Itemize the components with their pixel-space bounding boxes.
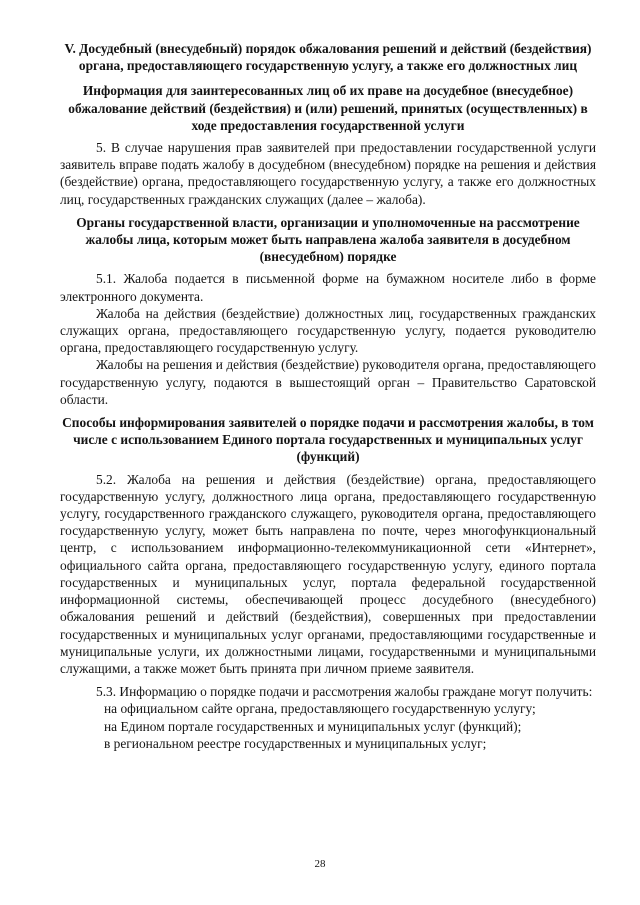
section-title: V. Досудебный (внесудебный) порядок обжалования решений и действий (бездействия) органа, предоставляющего государственную услугу, а также его должностных лиц [64, 41, 592, 74]
paragraph-5-1-c: Жалобы на решения и действия (бездействие) руководителя органа, предоставляющего государственную услугу, подаются в вышестоящий орган – Правительство Саратовской области. [60, 357, 596, 407]
paragraph-5-1-b: Жалоба на действия (бездействие) должностных лиц, государственных гражданских служащих органа, предоставляющего государственную услугу, подается руководителю органа, предоставляющего государственную услугу. [60, 305, 596, 356]
subtitle-info: Информация для заинтересованных лиц об их праве на досудебное (внесудебное) обжалование действий (бездействия) и (или) решений, принятых (осуществленных) в ходе предоставления государственной услуги [68, 83, 588, 133]
list-item: на Едином портале государственных и муниципальных услуг (функций); [104, 718, 522, 734]
paragraph-5-2: 5.2. Жалоба на решения и действия (бездействие) органа, предоставляющего государственную услугу, должностного лица органа, предоставляющего государственную услугу, государственного гражданского служащего, руководителя органа, предоставляющего государственную услугу, может быть направлена по почте, через многофункциональный центр, с использованием информационно-телекоммуникационной сети «Интернет», официального сайта органа, предоставляющего государственную услугу, единого портала государственных и муниципальных услуг, портала федеральной государственной информационной системы, обеспечивающей процесс досудебного (внесудебного) обжалования решений и действий (бездействия), совершенных при предоставлении государственных и муниципальных услуг органами, предоставляющими государственные и муниципальные услуги, их должностными лицами, государственными и муниципальными служащими, а также может быть принята при личном приеме заявителя. [60, 471, 596, 676]
subtitle-organs: Органы государственной власти, организации и уполномоченные на рассмотрение жалобы лица, которым может быть направлена жалоба заявителя в досудебном (внесудебном) порядке [76, 214, 580, 265]
list-item: в региональном реестре государственных и муниципальных услуг; [104, 735, 487, 751]
list-item: на официальном сайте органа, предоставляющего государственную услугу; [104, 701, 536, 717]
page-number: 28 [314, 858, 326, 870]
subtitle-ways: Способы информирования заявителей о порядке подачи и рассмотрения жалобы, в том числе с использованием Единого портала государственных и муниципальных услуг (функций) [62, 415, 594, 465]
document-page [60, 40, 596, 752]
paragraph-5-3: 5.3. Информацию о порядке подачи и рассмотрения жалобы граждане могут получить: [96, 684, 593, 700]
paragraph-5: 5. В случае нарушения прав заявителей при предоставлении государственной услуги заявитель вправе подать жалобу в досудебном (внесудебном) порядке на решения и действия (бездействие) органа, предоставляющего государственную услугу, а также его должностных лиц, государственных гражданских служащих (далее – жалоба). [60, 140, 596, 207]
paragraph-5-1-a: 5.1. Жалоба подается в письменной форме на бумажном носителе либо в форме электронного документа. [60, 271, 596, 304]
